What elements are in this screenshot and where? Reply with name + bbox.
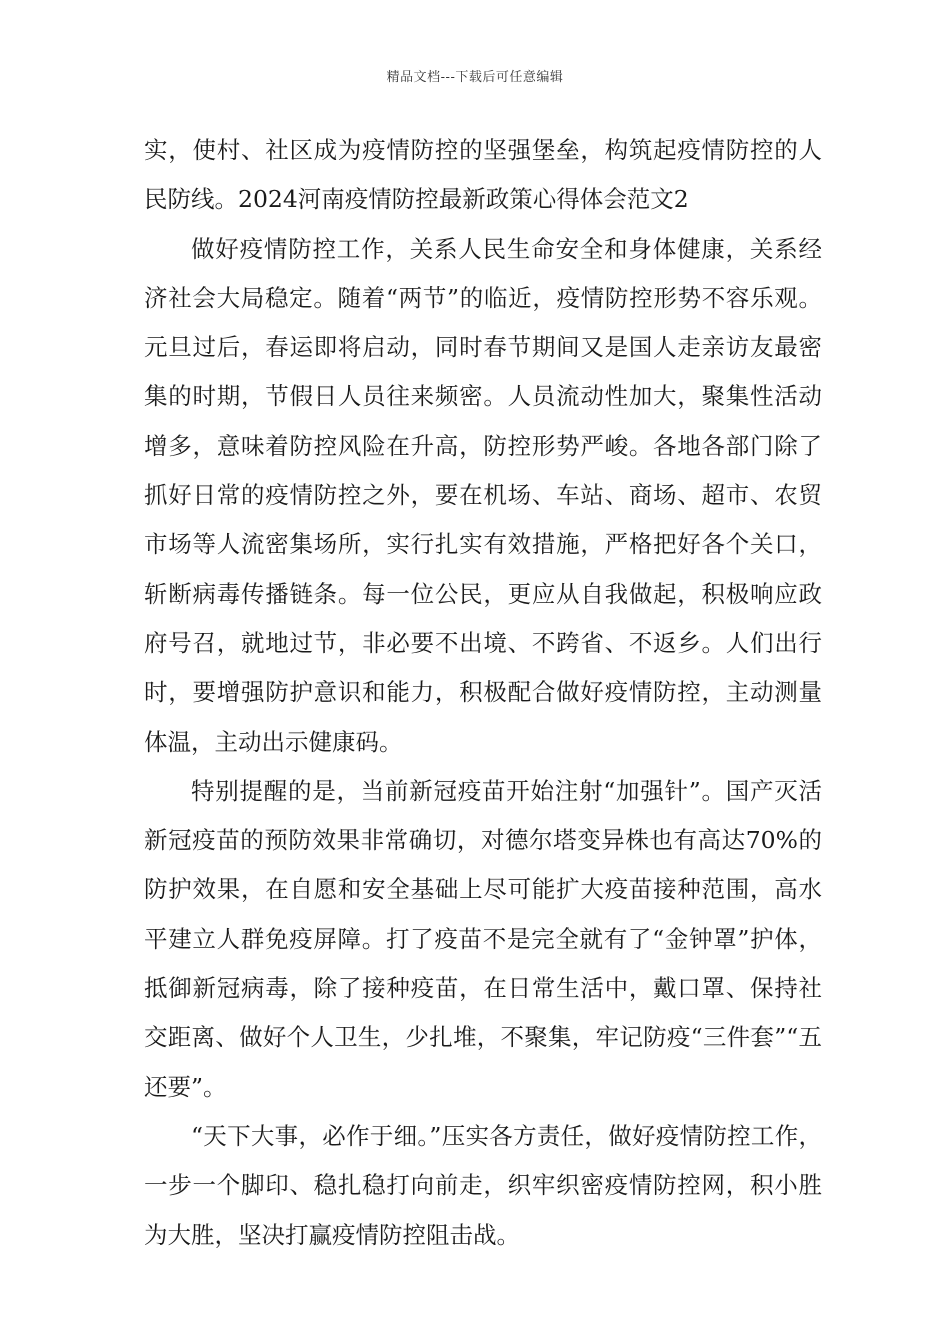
page-header: 精品文档---下载后可任意编辑 — [386, 70, 564, 85]
paragraph-prevention-work: 做好疫情防控工作，关系人民生命安全和身体健康，关系经济社会大局稳定。随着“两节”的临近，疫情防控形势不容乐观。元旦过后，春运即将启动，同时春节期间又是国人走亲访友最密集的时期，节假日人员往来频密。人员流动性加大，聚集性活动增多，意味着防控风险在升高，防控形势严峻。各地各部门除了抓好日常的疫情防控之外，要在机场、车站、商场、超市、农贸市场等人流密集场所，实行扎实有效措施，严格把好各个关口，斩断病毒传播链条。每一位公民，更应从自我做起，积极响应政府号召，就地过节，非必要不出境、不跨省、不返乡。人们出行时，要增强防护意识和能力，积极配合做好疫情防控，主动测量体温，主动出示健康码。 — [144, 234, 822, 756]
document-body — [144, 126, 822, 1260]
paragraph-continuation: 实，使村、社区成为疫情防控的坚强堡垒，构筑起疫情防控的人民防线。2024河南疫情防控最新政策心得体会范文2 — [144, 136, 822, 214]
paragraph-vaccine-booster: 特别提醒的是，当前新冠疫苗开始注射“加强针”。国产灭活新冠疫苗的预防效果非常确切，对德尔塔变异株也有高达70%的防护效果，在自愿和安全基础上尽可能扩大疫苗接种范围，高水平建立人群免疫屏障。打了疫苗不是完全就有了“金钟罩”护体，抵御新冠病毒，除了接种疫苗，在日常生活中，戴口罩、保持社交距离、做好个人卫生，少扎堆，不聚集，牢记防疫“三件套”“五还要”。 — [144, 776, 822, 1101]
paragraph-conclusion: “天下大事，必作于细。”压实各方责任，做好疫情防控工作，一步一个脚印、稳扎稳打向前走，织牢织密疫情防控网，积小胜为大胜，坚决打赢疫情防控阻击战。 — [144, 1121, 822, 1249]
